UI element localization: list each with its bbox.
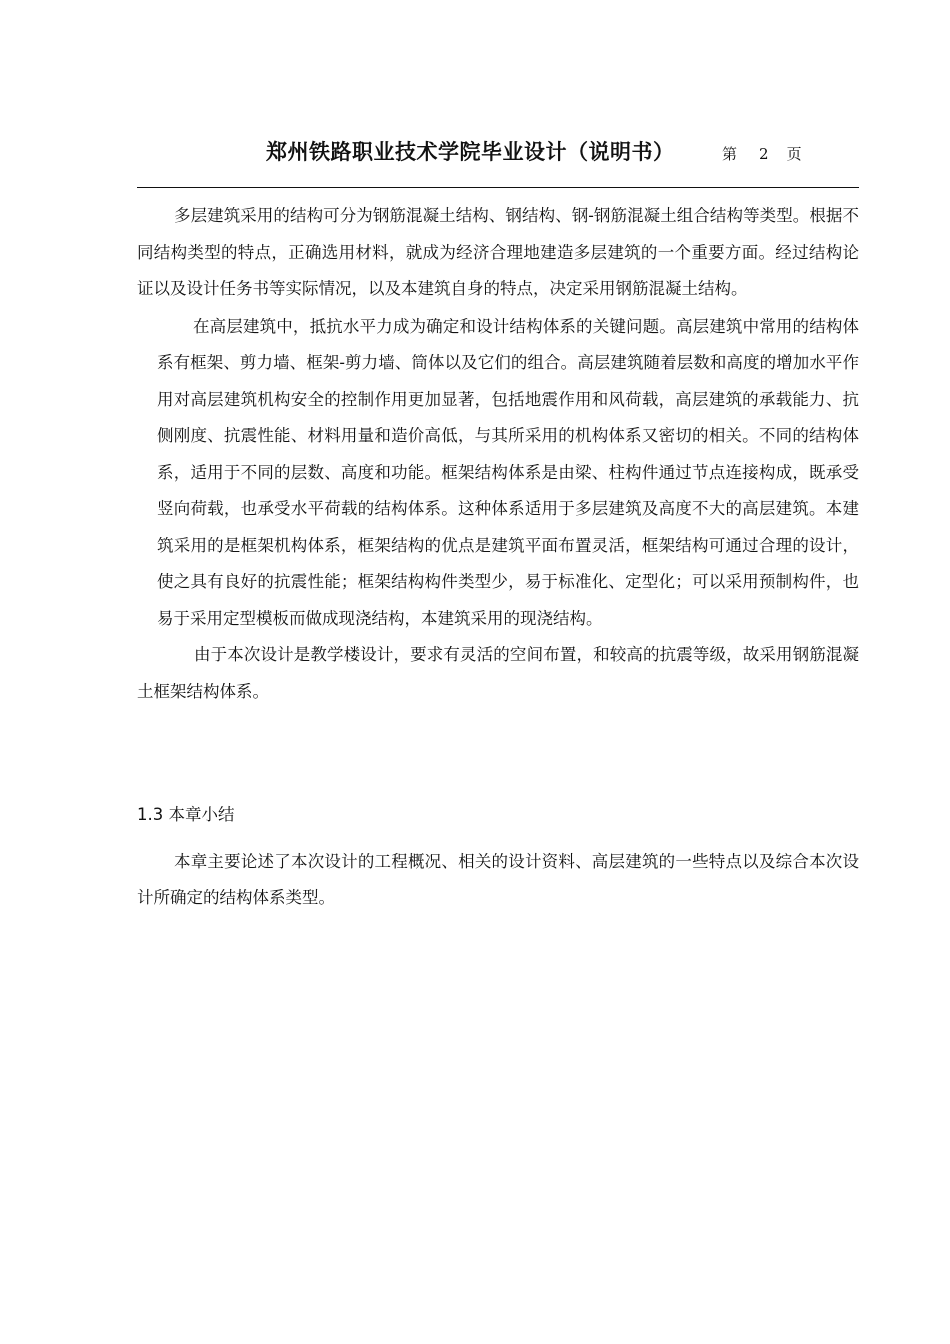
document-title: 郑州铁路职业技术学院毕业设计（说明书） — [266, 140, 675, 164]
paragraph-structural-systems: 在高层建筑中，抵抗水平力成为确定和设计结构体系的关键问题。高层建筑中常用的结构体系有框架、剪力墙、框架-剪力墙、筒体以及它们的组合。高层建筑随着层数和高度的增加水平作用对高层建筑机构安全的控制作用更加显著，包括地震作用和风荷载，高层建筑的承载能力、抗侧刚度、抗震性能、材料用量和造价高低，与其所采用的机构体系又密切的相关。不同的结构体系，适用于不同的层数、高度和功能。框架结构体系是由梁、柱构件通过节点连接构成，既承受竖向荷载，也承受水平荷载的结构体系。这种体系适用于多层建筑及高度不大的高层建筑。本建筑采用的是框架机构体系，框架结构的优点是建筑平面布置灵活，框架结构可通过合理的设计，使之具有良好的抗震性能；框架结构构件类型少，易于标准化、定型化；可以采用预制构件，也易于采用定型模板而做成现浇结构，本建筑采用的现浇结构。 — [157, 316, 859, 628]
header-divider — [137, 187, 859, 188]
section-heading: 1.3 本章小结 — [137, 805, 235, 824]
page-indicator — [722, 143, 802, 164]
page-prefix: 第 — [722, 145, 738, 163]
page-number: 2 — [759, 145, 769, 163]
paragraph-structure-types: 多层建筑采用的结构可分为钢筋混凝土结构、钢结构、钢-钢筋混凝土组合结构等类型。根据不同结构类型的特点，正确选用材料，就成为经济合理地建造多层建筑的一个重要方面。经过结构论证以及设计任务书等实际情况，以及本建筑自身的特点，决定采用钢筋混凝土结构。 — [137, 206, 859, 298]
page-header — [137, 136, 859, 172]
body-text — [137, 198, 859, 710]
section-summary: 本章主要论述了本次设计的工程概况、相关的设计资料、高层建筑的一些特点以及综合本次设计所确定的结构体系类型。 — [137, 852, 859, 907]
page-suffix: 页 — [786, 145, 802, 163]
paragraph-conclusion: 由于本次设计是教学楼设计，要求有灵活的空间布置，和较高的抗震等级，故采用钢筋混凝土框架结构体系。 — [137, 645, 859, 701]
